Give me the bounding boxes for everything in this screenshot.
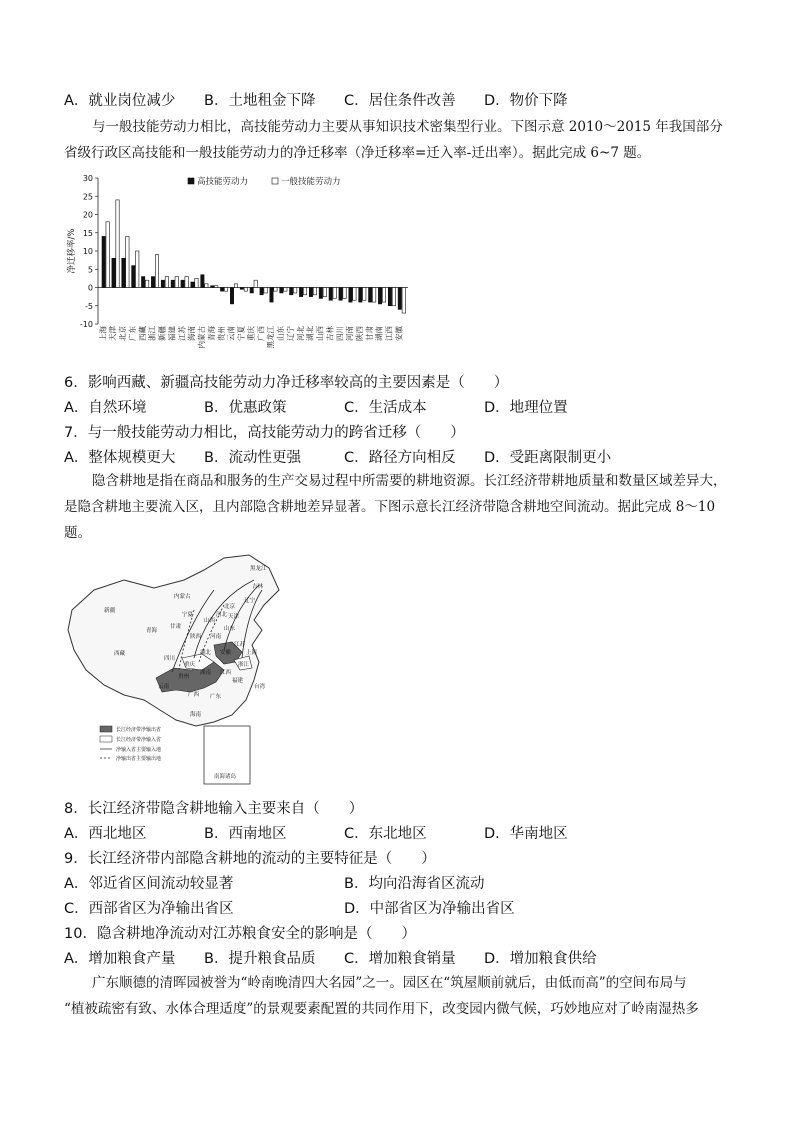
intro-6-7: [64, 114, 734, 166]
q5-option-d: D．物价下降: [484, 93, 568, 109]
category-label-24: 四川: [335, 326, 345, 341]
bar-1-20: [303, 288, 306, 295]
q10-option-b: B．提升粮食品质: [204, 951, 316, 967]
legend-label-general: 一般技能劳动力: [281, 177, 341, 187]
category-label-10: 内蒙古: [197, 326, 207, 349]
map-label-16: 江苏: [234, 642, 246, 648]
category-label-17: 黑龙江: [266, 326, 276, 349]
category-label-5: 浙江: [147, 326, 157, 341]
legend-input: 长江经济带净输入省: [116, 737, 162, 743]
intro-6-7-line2: 省级行政区高技能和一般技能劳动力的净迁移率（净迁移率=迁入率-迁出率）。据此完成 6~7 题。: [64, 145, 651, 161]
category-label-14: 宁夏: [236, 326, 246, 341]
map-label-15: 河南: [210, 634, 222, 640]
q10-question: 10．隐含耕地净流动对江苏粮食安全的影响是（ ）: [64, 926, 416, 942]
q8-question: 8．长江经济带隐含耕地输入主要来自（ ）: [64, 801, 364, 817]
y-tick-label-2: 20: [82, 210, 93, 220]
q6-question: 6．影响西藏、新疆高技能劳动力净迁移率较高的主要因素是（ ）: [64, 375, 509, 391]
map-label-18: 湖北: [200, 650, 212, 656]
map-label-8: 山西: [204, 618, 216, 624]
bar-0-8: [181, 280, 184, 287]
category-label-18: 山东: [276, 326, 286, 341]
category-label-23: 吉林: [325, 326, 335, 341]
intro-11: [64, 970, 734, 1022]
bar-1-3: [136, 251, 139, 288]
q10-option-a: A．增加粮食产量: [64, 951, 176, 967]
q7-question: 7．与一般技能劳动力相比，高技能劳动力的跨省迁移（ ）: [64, 425, 465, 441]
map-label-32: 南海诸岛: [214, 774, 237, 780]
map-label-5: 北京: [224, 604, 236, 610]
china-outline: [68, 555, 279, 726]
bar-0-4: [141, 277, 144, 288]
legend-arrow-output: 净输出省主要输出地: [116, 756, 162, 762]
q9-option-d: D．中部省区为净输出省区: [344, 901, 515, 917]
bar-1-26: [363, 288, 366, 301]
map-label-20: 上海: [246, 650, 258, 656]
map-label-9: 河北: [216, 612, 228, 618]
q8-option-d: D．华南地区: [484, 826, 568, 842]
category-label-19: 辽宁: [285, 326, 295, 341]
y-tick-label-6: 0: [87, 283, 93, 293]
map-label-13: 山东: [224, 626, 236, 632]
legend-swatch-high: [188, 178, 194, 184]
map-legend: [100, 726, 161, 762]
bar-0-11: [211, 286, 214, 288]
bar-0-17: [270, 288, 273, 303]
y-axis-label: 净迁移率/%: [67, 228, 77, 274]
q5-option-c: C．居住条件改善: [344, 93, 456, 109]
map-label-17: 四川: [164, 656, 176, 662]
q9-option-b: B．均向沿海省区流动: [344, 876, 485, 892]
bar-1-8: [185, 277, 188, 288]
category-label-15: 重庆: [246, 326, 256, 341]
map-label-31: 海南: [190, 712, 202, 718]
category-label-30: 安徽: [394, 326, 404, 341]
q5-option-b: B．土地租金下降: [204, 93, 316, 109]
legend-swatch-output: [100, 726, 112, 732]
category-label-22: 山西: [315, 326, 325, 341]
q10-option-c: C．增加粮食销量: [344, 951, 456, 967]
bar-0-21: [309, 288, 312, 297]
map-label-6: 天津: [228, 614, 240, 620]
bar-1-4: [145, 280, 148, 287]
bar-1-1: [116, 200, 119, 288]
bar-1-29: [392, 288, 395, 306]
q9-option-a: A．邻近省区间流动较显著: [64, 876, 234, 892]
map-label-7: 宁夏: [182, 612, 194, 618]
category-label-25: 河南: [345, 326, 355, 341]
bar-0-0: [102, 236, 105, 287]
map-label-23: 贵州: [178, 674, 190, 680]
map-label-30: 台湾: [254, 684, 266, 690]
q9-option-c: C．西部省区为净输出省区: [64, 901, 234, 917]
q6-option-c: C．生活成本: [344, 400, 427, 416]
map-label-4: 内蒙古: [174, 594, 191, 600]
category-label-9: 海南: [187, 326, 197, 341]
bar-0-2: [122, 258, 125, 287]
map-label-3: 新疆: [104, 608, 116, 614]
q7-option-c: C．路径方向相反: [344, 450, 456, 466]
bar-1-7: [175, 277, 178, 288]
category-label-28: 湖南: [374, 326, 384, 341]
bar-0-25: [349, 288, 352, 303]
q6-option-a: A．自然环境: [64, 400, 147, 416]
bar-1-18: [284, 288, 287, 292]
legend-swatch-general: [272, 178, 278, 184]
bar-0-18: [280, 288, 283, 293]
bar-1-19: [294, 288, 297, 293]
bar-0-14: [240, 288, 243, 290]
legend-output: 长江经济带净输出省: [116, 727, 162, 733]
bar-0-22: [319, 288, 322, 299]
category-label-8: 江苏: [177, 326, 187, 341]
category-label-13: 云南: [226, 326, 236, 341]
bar-1-6: [165, 277, 168, 288]
intro-8-10-line1: 隐含耕地是指在商品和服务的生产交易过程中所需要的耕地资源。长江经济带耕地质量和数量区域差异大，: [92, 473, 727, 489]
bar-0-30: [398, 288, 401, 310]
bar-0-27: [369, 288, 372, 303]
map-label-2: 辽宁: [244, 598, 256, 604]
bar-1-0: [106, 222, 109, 288]
legend-swatch-input: [100, 736, 112, 742]
q7-option-d: D．受距离限制更小: [484, 450, 612, 466]
category-label-7: 福建: [167, 326, 177, 341]
bar-0-6: [161, 280, 164, 287]
category-label-21: 湖北: [305, 326, 315, 341]
map-label-21: 重庆: [184, 662, 196, 668]
category-label-0: 上海: [98, 326, 108, 341]
intro-11-line1: 广东顺德的清晖园被誉为“岭南晚清四大名园”之一。园区在“筑屋顺前就后，由低而高”的空间布局与: [92, 975, 687, 991]
bar-1-11: [215, 286, 218, 288]
bar-1-22: [323, 288, 326, 297]
q8-option-a: A．西北地区: [64, 826, 147, 842]
intro-6-7-line1: 与一般技能劳动力相比，高技能劳动力主要从事知识技术密集型行业。下图示意 2010～2015 年我国部分: [92, 119, 723, 135]
yangtze-farmland-flow-map: [64, 550, 294, 790]
category-label-27: 甘肃: [364, 326, 374, 341]
net-migration-chart-svg: [64, 170, 414, 360]
map-label-12: 陕西: [190, 634, 202, 640]
map-label-27: 广西: [188, 692, 200, 698]
intro-8-10-line3: 题。: [64, 525, 91, 541]
category-label-29: 江西: [384, 326, 394, 341]
bar-0-10: [201, 275, 204, 288]
bar-0-12: [220, 288, 223, 292]
y-tick-label-5: 5: [87, 265, 93, 275]
bar-1-2: [126, 236, 129, 287]
bar-1-14: [244, 288, 247, 292]
q10-option-d: D．增加粮食供给: [484, 951, 597, 967]
bar-1-24: [343, 288, 346, 299]
bar-1-28: [382, 288, 385, 303]
category-label-16: 广西: [256, 326, 266, 341]
map-label-0: 黑龙江: [250, 566, 267, 572]
bar-1-25: [353, 288, 356, 301]
bar-1-30: [402, 288, 405, 314]
bar-1-5: [155, 255, 158, 288]
map-label-10: 青海: [146, 628, 158, 634]
category-label-1: 天津: [108, 326, 118, 341]
map-label-11: 甘肃: [170, 624, 182, 630]
bar-1-15: [254, 280, 257, 287]
bar-1-13: [234, 284, 237, 288]
china-map-svg: [64, 550, 294, 790]
map-label-24: 湖南: [200, 670, 212, 676]
y-tick-label-1: 25: [82, 192, 93, 202]
bar-0-16: [260, 288, 263, 295]
q7-option-b: B．流动性更强: [204, 450, 301, 466]
intro-8-10: [64, 468, 734, 546]
y-tick-label-0: 30: [82, 174, 93, 183]
bar-0-23: [329, 288, 332, 301]
q7-option-a: A．整体规模更大: [64, 450, 176, 466]
bar-1-10: [205, 284, 208, 288]
category-label-6: 新疆: [157, 326, 167, 341]
bar-0-26: [359, 288, 362, 303]
y-tick-label-7: -5: [85, 301, 93, 311]
category-label-26: 陕西: [355, 326, 365, 341]
intro-8-10-line2: 是隐含耕地主要流入区，且内部隐含耕地差异显著。下图示意长江经济带隐含耕地空间流动。据此完成 8～10: [64, 499, 716, 515]
bar-0-9: [191, 282, 194, 287]
category-label-20: 河北: [295, 326, 305, 341]
y-tick-label-4: 10: [82, 247, 93, 256]
y-tick-label-3: 15: [82, 228, 93, 238]
category-label-12: 贵州: [216, 326, 226, 341]
category-label-4: 西藏: [137, 326, 147, 341]
y-tick-label-8: -10: [79, 320, 93, 329]
q8-option-b: B．西南地区: [204, 826, 287, 842]
bar-1-16: [264, 288, 267, 293]
map-label-1: 吉林: [252, 584, 264, 590]
bar-0-7: [171, 280, 174, 287]
bar-0-19: [290, 288, 293, 295]
bar-1-12: [224, 288, 227, 292]
map-label-14: 西藏: [114, 651, 126, 657]
bar-1-9: [195, 278, 198, 287]
bar-0-5: [151, 277, 154, 288]
map-label-22: 浙江: [238, 662, 250, 668]
q8-option-c: C．东北地区: [344, 826, 427, 842]
bar-1-21: [313, 288, 316, 295]
map-label-28: 福建: [232, 678, 244, 684]
bar-0-29: [388, 288, 391, 306]
map-label-19: 安徽: [220, 650, 232, 656]
map-label-25: 江西: [220, 670, 232, 676]
map-label-29: 广东: [210, 694, 222, 700]
q6-option-b: B．优惠政策: [204, 400, 287, 416]
q9-question: 9．长江经济带内部隐含耕地的流动的主要特征是（ ）: [64, 851, 436, 867]
bar-1-17: [274, 288, 277, 292]
bar-0-15: [250, 288, 253, 293]
bar-0-3: [132, 266, 135, 288]
bar-1-23: [333, 288, 336, 299]
q6-option-d: D．地理位置: [484, 400, 568, 416]
legend-arrow-input: 净输入省主要输入地: [116, 747, 162, 753]
bar-0-20: [299, 288, 302, 297]
bar-0-1: [112, 258, 115, 287]
q5-option-a: A．就业岗位减少: [64, 93, 176, 109]
legend-label-high: 高技能劳动力: [197, 177, 249, 187]
net-migration-chart: [64, 170, 414, 360]
bar-0-13: [230, 288, 233, 304]
category-label-11: 青海: [206, 326, 216, 341]
intro-11-line2: “植被疏密有致、水体合理适度”的景观要素配置的共同作用下，改变园内微气候，巧妙地应对了岭南湿热多: [64, 1001, 699, 1017]
category-label-3: 广东: [127, 326, 137, 341]
bar-1-27: [372, 288, 375, 303]
category-label-2: 北京: [118, 326, 128, 341]
map-label-26: 云南: [158, 684, 170, 690]
bar-0-28: [378, 288, 381, 304]
bar-0-24: [339, 288, 342, 301]
